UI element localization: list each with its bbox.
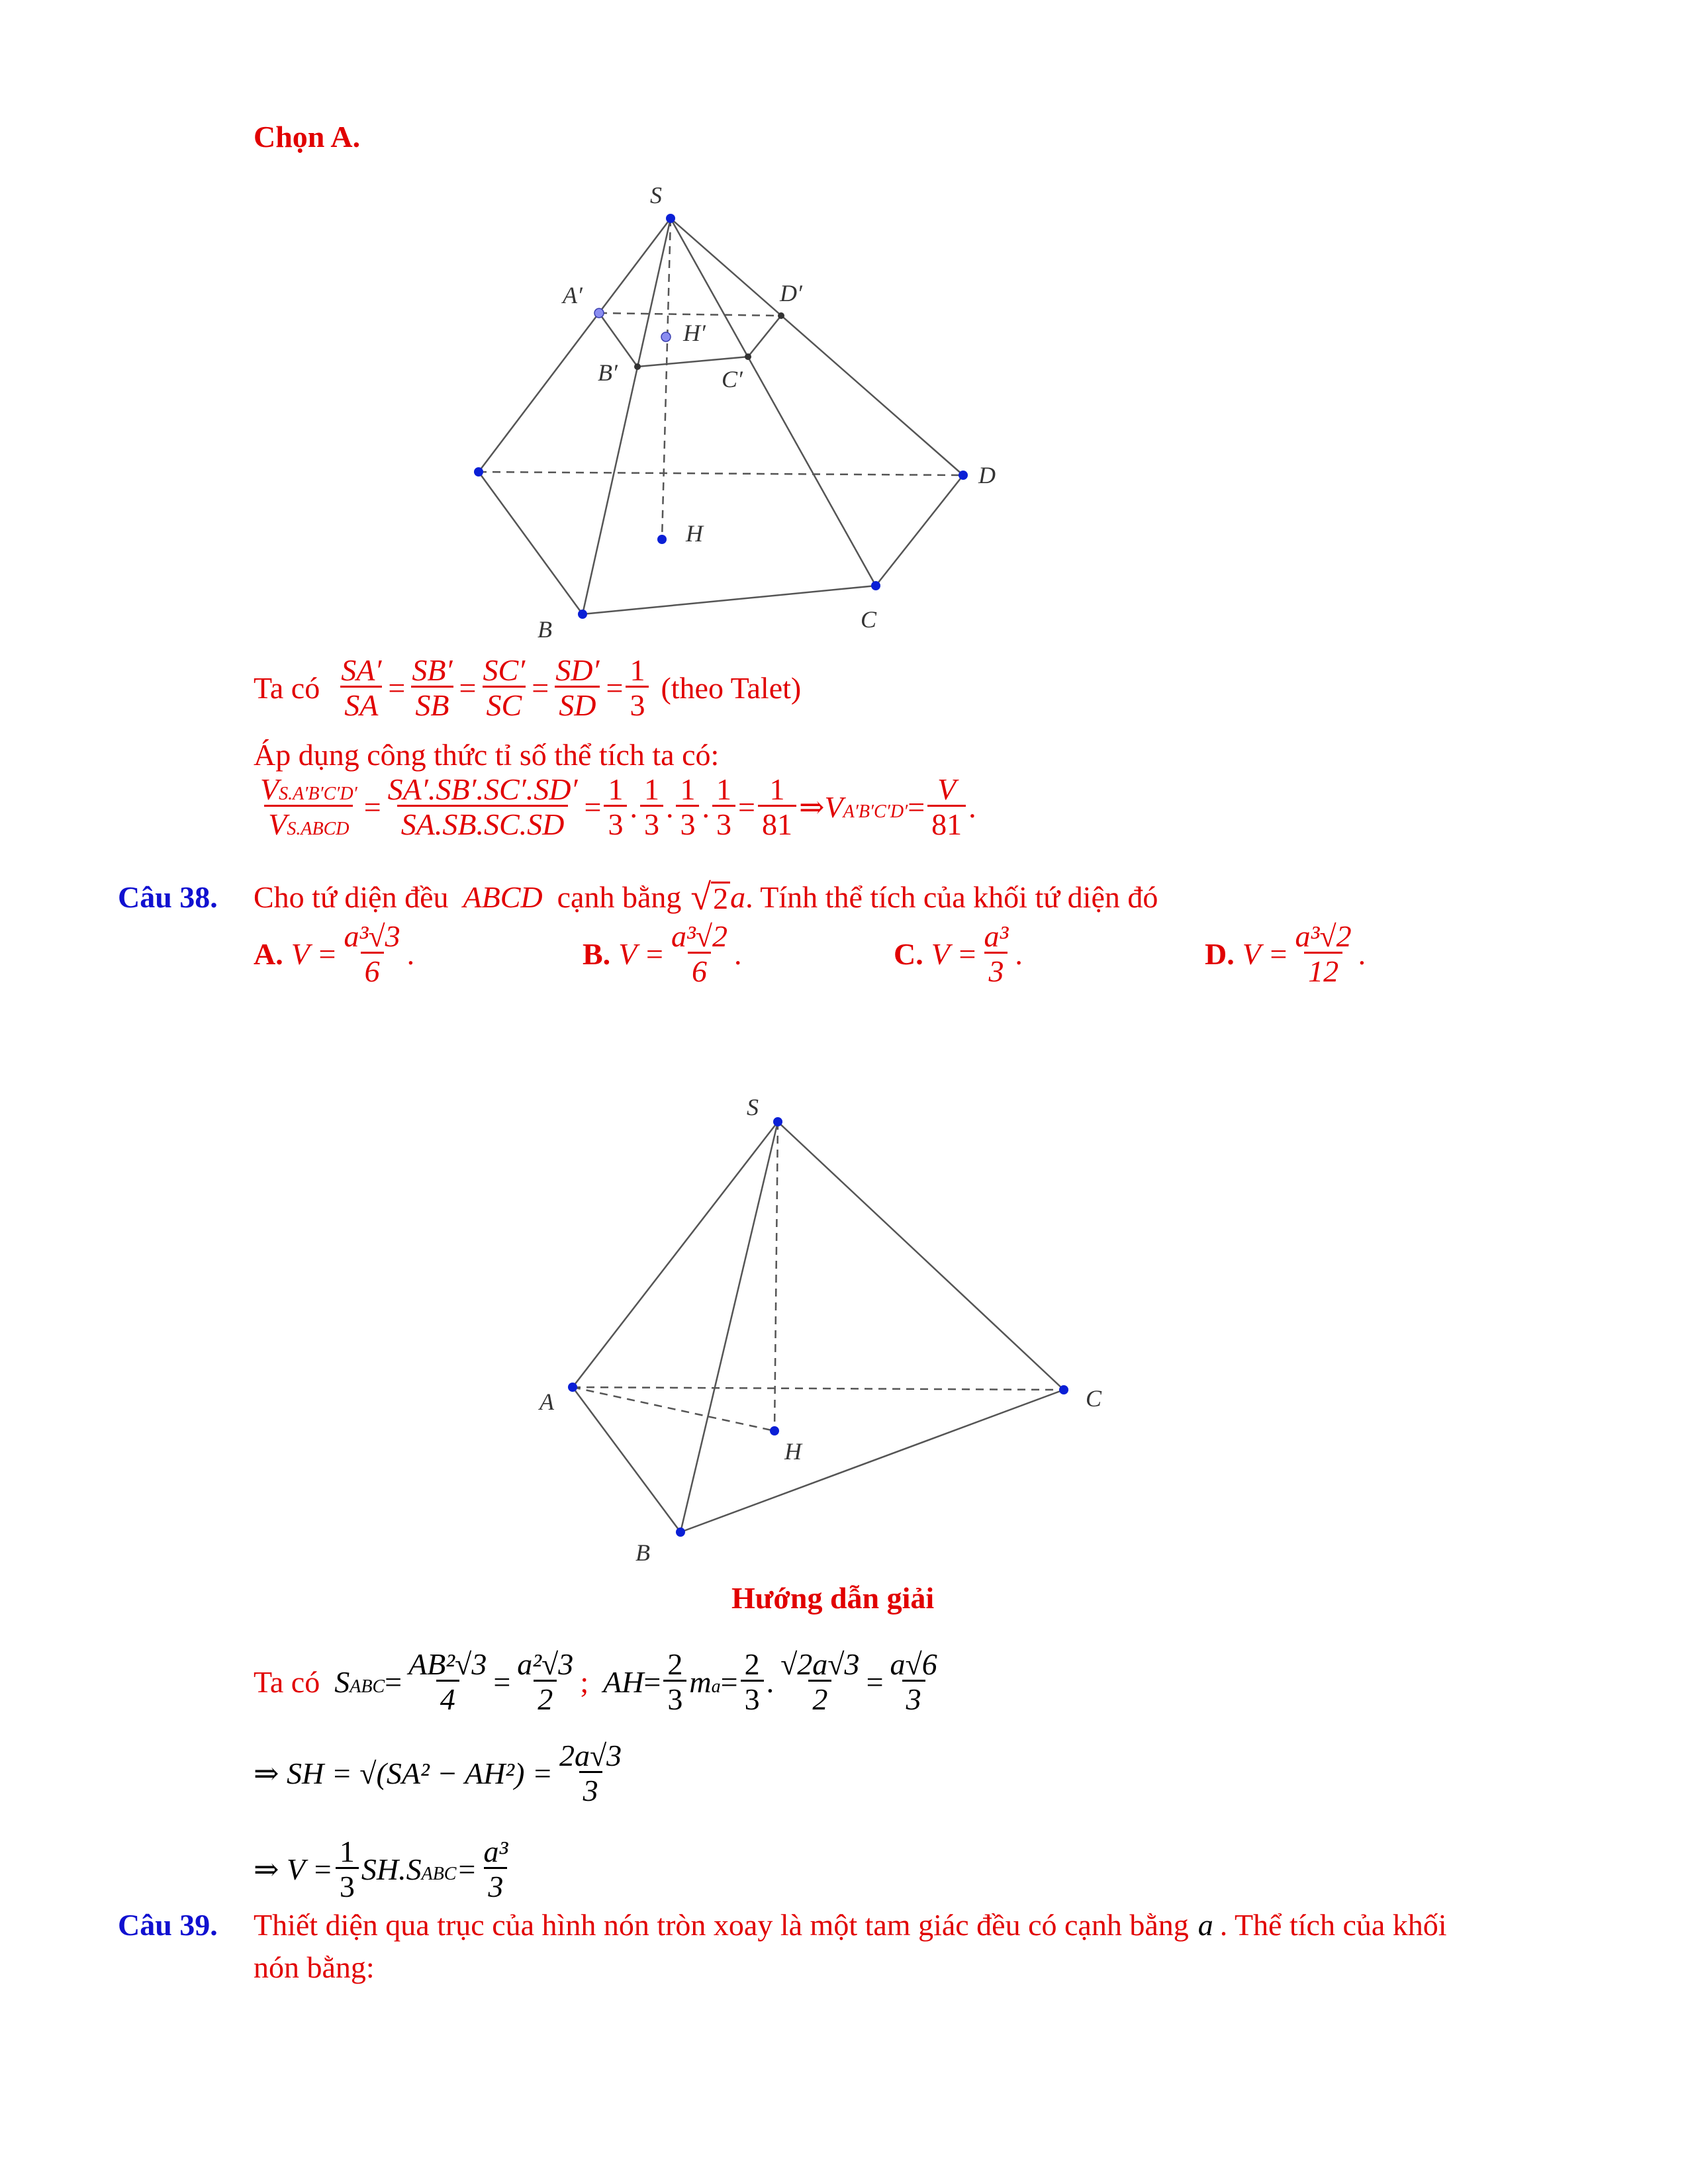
sol-m-sub: a: [711, 1676, 721, 1697]
label-D-prime: D′: [780, 280, 802, 306]
talet-f1-num: SA′: [341, 653, 382, 687]
talet-f2-num: SB′: [412, 653, 453, 687]
question-38-text: [254, 879, 1158, 916]
option-d-num: a³√2: [1295, 919, 1352, 953]
label-B2: B: [635, 1539, 650, 1566]
ratio-three-a: 3: [604, 805, 627, 840]
sol-f2-num: a²√3: [517, 1647, 574, 1681]
talet-f3-num: SC′: [483, 653, 526, 687]
option-a-key: A.: [254, 936, 283, 971]
option-b[interactable]: B. V = $\frac{\text{a³√2}}{6}$ .: [583, 919, 742, 988]
label-D: D: [978, 462, 996, 488]
label-H2: H: [784, 1438, 802, 1465]
ratio-vnum: V: [937, 772, 957, 806]
sol-line3: ⇒ V =: [254, 1852, 333, 1886]
option-c[interactable]: C. V = $\frac{\text{a³}}{3}$ .: [894, 919, 1023, 988]
sol-f5-den: 3: [579, 1771, 602, 1806]
volume-ratio-equation: $\frac{VS.A'B'C'D'}{\text{VS.ABCD}}$ = $\frac{SA'.SB'.SC'.SD'}{SA.SB.SC.SD}$ = $\frac{1}{3}$ . $\frac{1}{3}$ . $\frac{1}{3}$ . $\frac{1}{3}$ = $\frac{1}{81}$ ⇒ VA′B′C′D′ = $\frac{V}{81}$ .: [260, 772, 976, 841]
sol-3-den-b: 3: [741, 1680, 764, 1715]
sol-f3-num: √2a√3: [780, 1647, 860, 1681]
ratio-one-a: 1: [608, 772, 624, 806]
ratio-81: 81: [758, 805, 796, 840]
question-38-label: Câu 38.: [118, 880, 218, 914]
label-S: S: [650, 182, 662, 208]
talet-f1-den: SA: [340, 686, 382, 721]
q38-text1: Cho tứ diện đều: [254, 880, 449, 914]
talet-r-num: 1: [630, 653, 645, 687]
option-c-key: C.: [894, 936, 923, 971]
option-a-den: 6: [361, 952, 384, 987]
ratio-81-b: 81: [927, 805, 966, 840]
talet-f3-den: SC: [483, 686, 526, 721]
q39-text2: . Thể tích của khối: [1219, 1908, 1447, 1942]
sol-f6-den: 3: [484, 1867, 507, 1902]
sol-3-den-c: 3: [336, 1867, 359, 1902]
sol-1-num: 1: [339, 1835, 355, 1868]
option-d-key: D.: [1205, 936, 1235, 971]
sol-f3-den: 2: [808, 1680, 831, 1715]
option-c-num: a³: [984, 919, 1009, 953]
sol-m: m: [689, 1664, 712, 1699]
sol-f4-num: a√6: [890, 1647, 937, 1681]
talet-suffix: (theo Talet): [661, 670, 802, 705]
q38-sqrt2: 2: [711, 882, 730, 914]
ratio-vres: V: [824, 790, 843, 824]
sol-f1-num: AB²√3: [408, 1647, 487, 1681]
solution-heading: Hướng dẫn giải: [731, 1581, 935, 1615]
q39-text1: Thiết diện qua trục của hình nón tròn xoay là một tam giác đều có cạnh bằng: [254, 1908, 1189, 1942]
ratio-three-c: 3: [676, 805, 699, 840]
sol-f6-num: a³: [483, 1835, 508, 1868]
ratio-one-c: 1: [680, 772, 696, 806]
question-39-label: Câu 39.: [118, 1908, 218, 1942]
talet-f2-den: SB: [411, 686, 453, 721]
pyramid-figure: [450, 179, 1046, 655]
sqrt-symbol: √: [690, 877, 712, 918]
sol-f2-den: 2: [534, 1680, 557, 1715]
talet-f4-den: SD: [555, 686, 600, 721]
talet-r-den: 3: [626, 686, 649, 721]
talet-f4-num: SD′: [555, 653, 600, 687]
ratio-v2: V: [268, 807, 287, 841]
q38-text3: . Tính thể tích của khối tứ diện đó: [745, 880, 1158, 914]
ratio-prod-num: SA′.SB′.SC′.SD′: [387, 772, 578, 806]
answer-choice: Chọn A.: [254, 120, 361, 154]
tetrahedron-figure: [530, 1085, 1125, 1575]
solution-line-3: ⇒ V = $\frac{1}{3}$ SH.SABC = $\frac{\text{a³}}{3}$: [254, 1837, 514, 1902]
sol-f1-den: 4: [436, 1680, 459, 1715]
sol-line2: ⇒ SH = √(SA² − AH²) =: [254, 1756, 553, 1790]
label-S2: S: [747, 1094, 759, 1120]
ratio-one-d: 1: [716, 772, 731, 806]
ratio-one-e: 1: [769, 772, 785, 806]
sol-sh: SH.S: [361, 1852, 422, 1886]
ratio-vres-sub: A′B′C′D′: [843, 801, 908, 822]
option-a-v: V =: [291, 936, 338, 971]
option-b-den: 6: [688, 952, 711, 987]
sol-3-den: 3: [663, 1680, 686, 1715]
label-H: H: [686, 520, 703, 547]
sol-f4-den: 3: [902, 1680, 925, 1715]
sol-abc-sub-b: ABC: [421, 1863, 457, 1884]
q38-text2: cạnh bằng: [557, 880, 682, 914]
apply-formula-text: Áp dụng công thức tỉ số thể tích ta có:: [254, 738, 720, 772]
option-c-den: 3: [984, 952, 1008, 987]
ratio-three-d: 3: [712, 805, 735, 840]
label-B-prime: B′: [598, 359, 618, 386]
option-d-den: 12: [1304, 952, 1342, 987]
label-A-prime: A′: [563, 282, 583, 308]
option-b-v: V =: [618, 936, 665, 971]
option-d[interactable]: D. V = $\frac{\text{a³√2}}{12}$ .: [1205, 919, 1366, 988]
label-C: C: [861, 606, 877, 633]
ratio-three-b: 3: [640, 805, 663, 840]
label-C-prime: C′: [722, 366, 743, 392]
sol-abc-sub: ABC: [350, 1676, 385, 1697]
ratio-one-b: 1: [643, 772, 659, 806]
solution-line-1: Ta có SABC = $\frac{\text{AB²√3}}{4}$ = $\frac{\text{a²√3}}{2}$ ; AH = $\frac{2}{3}$ ma = $\frac{2}{3}$ . $\frac{√2a√3}{2}$ = $\frac{a√6}{3}$: [254, 1649, 944, 1715]
ratio-v1-sub: S.A′B′C′D′: [279, 784, 357, 804]
q39-a: a: [1197, 1908, 1213, 1942]
ratio-v1: V: [260, 772, 279, 806]
sol-2-num-b: 2: [744, 1647, 760, 1681]
sol-f5-num: 2a√3: [559, 1739, 622, 1772]
talet-prefix: Ta có: [254, 670, 320, 705]
sol-2-num: 2: [667, 1647, 683, 1681]
sol-prefix: Ta có: [254, 1664, 320, 1699]
option-b-key: B.: [583, 936, 611, 971]
solution-line-2: [254, 1741, 628, 1806]
label-C2: C: [1086, 1385, 1102, 1412]
ratio-prod-den: SA.SB.SC.SD: [397, 805, 569, 840]
q38-abcd: ABCD: [463, 880, 543, 914]
q38-a: a: [730, 880, 746, 914]
ratio-v2-sub: S.ABCD: [287, 819, 350, 839]
option-a-num: a³√3: [344, 919, 400, 953]
label-B: B: [538, 616, 552, 643]
option-a[interactable]: A. V = $\frac{\text{a³√3}}{6}$ .: [254, 919, 415, 988]
question-39-text: [254, 1910, 1447, 1940]
sol-s: S: [334, 1664, 350, 1699]
sol-ah: AH: [603, 1664, 644, 1699]
option-c-v: V =: [931, 936, 978, 971]
option-b-num: a³√2: [671, 919, 728, 953]
label-A2: A: [539, 1388, 554, 1415]
talet-equation: Ta có $\frac{SA'}{SA}$ = $\frac{SB'}{SB}$ = $\frac{SC'}{SC}$ = $\frac{SD'}{SD}$ = $\frac{1}{3}$ (theo Talet): [254, 653, 802, 722]
question-39-text-cont: nón bằng:: [254, 1950, 375, 1984]
option-d-v: V =: [1242, 936, 1289, 971]
label-H-prime: H′: [683, 320, 706, 346]
